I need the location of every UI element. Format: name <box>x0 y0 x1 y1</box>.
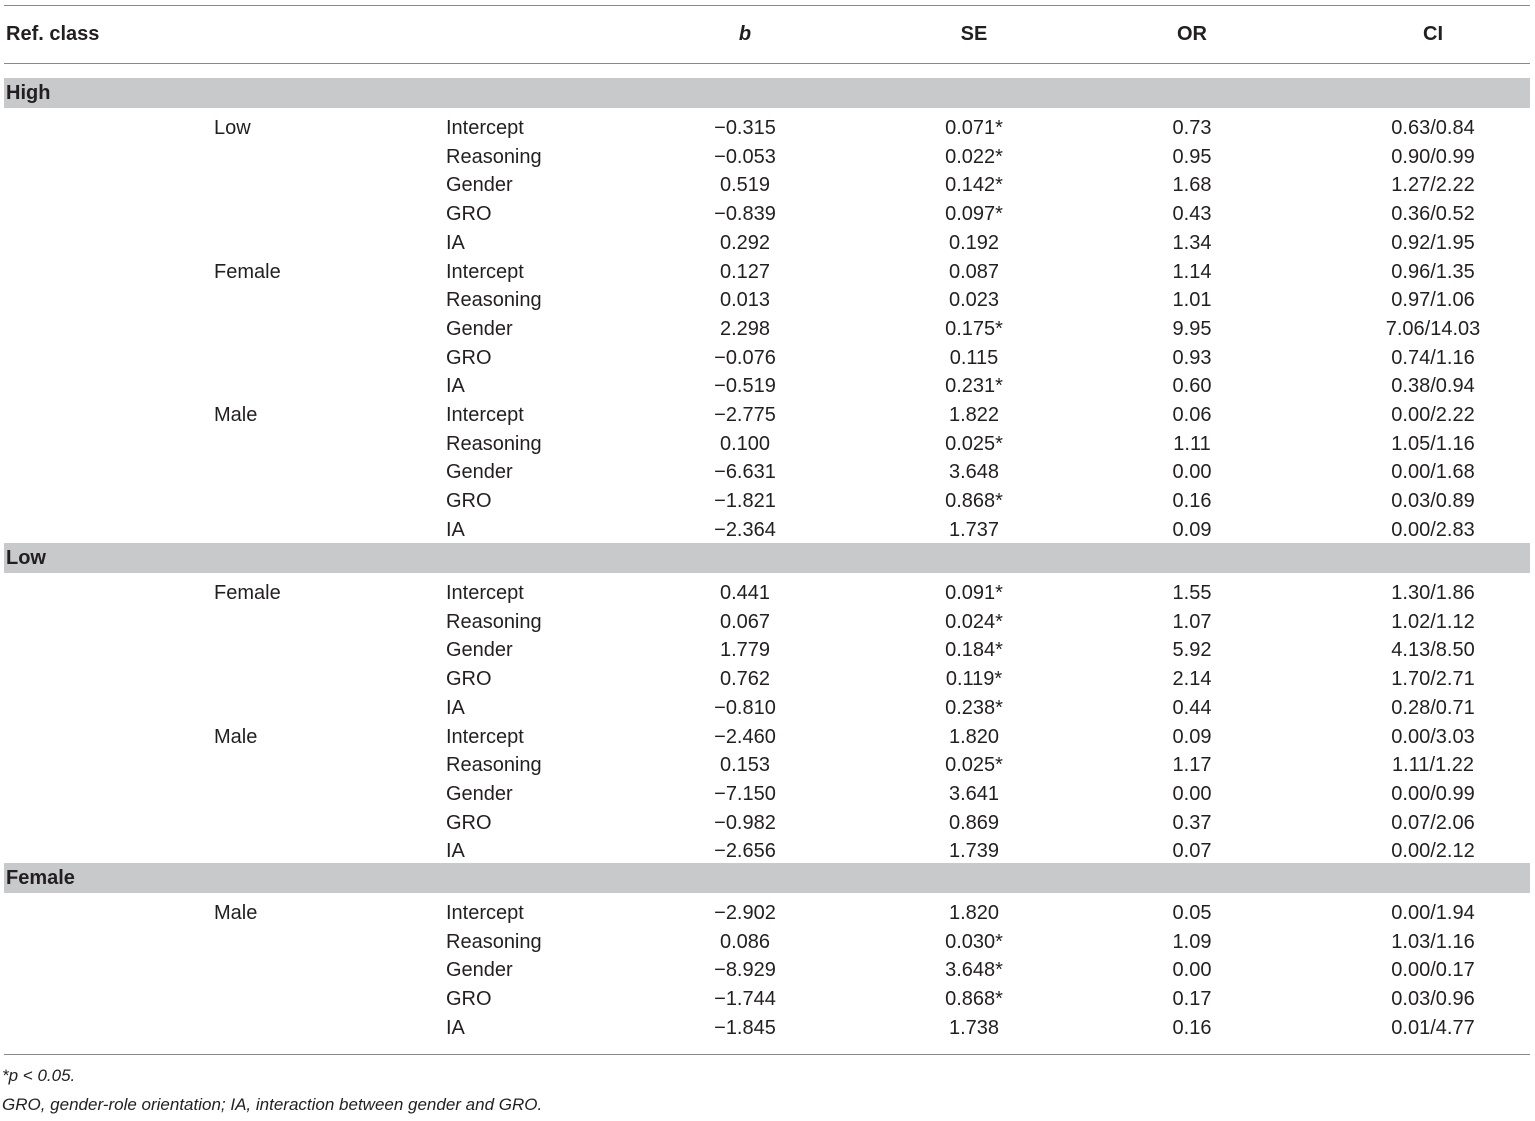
table-row <box>4 809 1530 838</box>
class-cell: Low <box>214 117 251 139</box>
or-cell: 0.00 <box>1172 959 1212 982</box>
se-cell: 0.091* <box>945 582 1003 604</box>
or-cell: 0.43 <box>1172 203 1212 226</box>
class-cell: Female <box>214 582 281 604</box>
or-cell: 0.06 <box>1172 404 1212 426</box>
table-row <box>4 579 1530 608</box>
class-cell: Female <box>214 260 281 283</box>
ci-cell: 0.00/0.17 <box>1391 959 1475 982</box>
table-row <box>4 723 1530 752</box>
b-cell: −0.810 <box>714 696 776 719</box>
se-cell: 0.175* <box>945 317 1003 340</box>
se-cell: 0.025* <box>945 754 1003 777</box>
b-cell: −0.982 <box>714 811 776 834</box>
ci-cell: 1.03/1.16 <box>1391 930 1475 953</box>
variable-cell: GRO <box>446 490 492 513</box>
table-row <box>4 200 1530 229</box>
table-row <box>4 608 1530 637</box>
ci-cell: 0.07/2.06 <box>1391 811 1475 834</box>
or-cell: 0.05 <box>1172 902 1212 924</box>
variable-cell: Gender <box>446 639 513 662</box>
section-label: Female <box>6 867 75 889</box>
se-cell: 0.087 <box>948 260 1000 283</box>
se-cell: 0.119* <box>945 668 1003 691</box>
se-cell: 0.022* <box>945 145 1003 168</box>
table-row <box>4 372 1530 401</box>
ci-cell: 0.03/0.96 <box>1391 988 1475 1011</box>
table-row <box>4 258 1530 287</box>
variable-cell: Reasoning <box>446 930 542 953</box>
b-cell: 0.292 <box>719 231 771 254</box>
b-cell: −2.656 <box>714 840 776 863</box>
ci-cell: 0.00/2.12 <box>1391 840 1475 863</box>
variable-cell: Intercept <box>446 260 524 283</box>
header-rule <box>4 63 1530 64</box>
variable-cell: Gender <box>446 174 513 197</box>
or-cell: 9.95 <box>1172 317 1212 340</box>
ci-cell: 1.70/2.71 <box>1391 668 1475 691</box>
table-row <box>4 956 1530 985</box>
se-cell: 1.820 <box>948 902 1000 924</box>
header-ref-class: Ref. class <box>6 23 100 45</box>
b-cell: 0.013 <box>719 289 771 312</box>
se-cell: 3.648* <box>945 959 1003 982</box>
table-row <box>4 315 1530 344</box>
or-cell: 2.14 <box>1172 668 1212 691</box>
table-row <box>4 694 1530 723</box>
header-ci: CI <box>1423 23 1443 45</box>
variable-cell: IA <box>446 1016 465 1039</box>
or-cell: 0.44 <box>1172 696 1212 719</box>
se-cell: 0.868* <box>945 490 1003 513</box>
ci-cell: 0.97/1.06 <box>1391 289 1475 312</box>
b-cell: −7.150 <box>714 782 776 805</box>
variable-cell: Intercept <box>446 404 524 426</box>
variable-cell: Gender <box>446 959 513 982</box>
b-cell: −8.929 <box>714 959 776 982</box>
b-cell: 2.298 <box>719 317 771 340</box>
table-row <box>4 665 1530 694</box>
se-cell: 0.071* <box>945 117 1003 139</box>
variable-cell: IA <box>446 840 465 863</box>
or-cell: 0.16 <box>1172 490 1212 513</box>
or-cell: 0.60 <box>1172 375 1212 398</box>
se-cell: 1.739 <box>948 840 1000 863</box>
or-cell: 0.37 <box>1172 811 1212 834</box>
b-cell: −1.744 <box>714 988 776 1011</box>
b-cell: −0.315 <box>714 117 776 139</box>
se-cell: 1.820 <box>948 725 1000 748</box>
or-cell: 0.93 <box>1172 346 1212 369</box>
footnote-abbreviations: GRO, gender-role orientation; IA, interaction between gender and GRO. <box>2 1095 543 1114</box>
or-cell: 1.09 <box>1172 930 1212 953</box>
table-row <box>4 928 1530 957</box>
header-se: SE <box>960 23 988 45</box>
table-row <box>4 516 1530 545</box>
ci-cell: 0.92/1.95 <box>1391 231 1475 254</box>
ci-cell: 0.90/0.99 <box>1391 145 1475 168</box>
table-row <box>4 401 1530 430</box>
section-header <box>4 543 1530 573</box>
or-cell: 0.73 <box>1172 117 1212 139</box>
ci-cell: 1.30/1.86 <box>1391 582 1475 604</box>
b-cell: 0.153 <box>719 754 771 777</box>
se-cell: 0.231* <box>945 375 1003 398</box>
or-cell: 0.07 <box>1172 840 1212 863</box>
b-cell: −0.519 <box>714 375 776 398</box>
se-cell: 0.023 <box>948 289 1000 312</box>
ci-cell: 0.38/0.94 <box>1391 375 1475 398</box>
or-cell: 1.14 <box>1172 260 1212 283</box>
se-cell: 3.648 <box>948 461 1000 484</box>
b-cell: −6.631 <box>714 461 776 484</box>
ci-cell: 1.05/1.16 <box>1391 432 1475 455</box>
variable-cell: IA <box>446 231 465 254</box>
ci-cell: 0.00/1.68 <box>1391 461 1475 484</box>
b-cell: 0.519 <box>719 174 771 197</box>
se-cell: 0.192 <box>948 231 1000 254</box>
ci-cell: 0.00/2.22 <box>1391 404 1475 426</box>
b-cell: −0.839 <box>714 203 776 226</box>
or-cell: 0.95 <box>1172 145 1212 168</box>
se-cell: 0.115 <box>949 346 999 369</box>
ci-cell: 0.96/1.35 <box>1391 260 1475 283</box>
variable-cell: GRO <box>446 668 492 691</box>
b-cell: −2.775 <box>714 404 776 426</box>
variable-cell: Reasoning <box>446 754 542 777</box>
or-cell: 0.00 <box>1172 782 1212 805</box>
ci-cell: 1.11/1.22 <box>1392 754 1474 777</box>
b-cell: 1.779 <box>719 639 771 662</box>
table-row <box>4 899 1530 928</box>
ci-cell: 0.74/1.16 <box>1391 346 1475 369</box>
or-cell: 0.09 <box>1172 725 1212 748</box>
table-row <box>4 487 1530 516</box>
se-cell: 1.738 <box>948 1016 1000 1039</box>
table-row <box>4 751 1530 780</box>
table-row <box>4 114 1530 143</box>
ci-cell: 0.63/0.84 <box>1391 117 1475 139</box>
or-cell: 1.07 <box>1172 610 1212 633</box>
b-cell: −2.902 <box>714 902 776 924</box>
table-row <box>4 430 1530 459</box>
se-cell: 1.822 <box>948 404 1000 426</box>
b-cell: 0.127 <box>719 260 771 283</box>
variable-cell: Intercept <box>446 725 524 748</box>
variable-cell: GRO <box>446 346 492 369</box>
variable-cell: Reasoning <box>446 145 542 168</box>
section-label: High <box>6 82 51 104</box>
table-row <box>4 636 1530 665</box>
footnote-significance: *p < 0.05. <box>2 1066 76 1085</box>
section-header <box>4 863 1530 893</box>
b-cell: −0.076 <box>714 346 776 369</box>
variable-cell: Reasoning <box>446 432 542 455</box>
ci-cell: 0.00/2.83 <box>1391 518 1475 541</box>
variable-cell: Gender <box>446 317 513 340</box>
se-cell: 0.030* <box>945 930 1003 953</box>
variable-cell: IA <box>446 696 465 719</box>
table-row <box>4 837 1530 866</box>
b-cell: −0.053 <box>714 145 776 168</box>
ci-cell: 7.06/14.03 <box>1385 317 1481 340</box>
se-cell: 3.641 <box>948 782 1000 805</box>
ci-cell: 0.28/0.71 <box>1391 696 1475 719</box>
b-cell: −2.364 <box>714 518 776 541</box>
or-cell: 0.09 <box>1172 518 1212 541</box>
variable-cell: GRO <box>446 811 492 834</box>
section-header <box>4 78 1530 108</box>
b-cell: 0.100 <box>719 432 771 455</box>
se-cell: 0.097* <box>945 203 1003 226</box>
se-cell: 0.142* <box>945 174 1003 197</box>
or-cell: 0.16 <box>1172 1016 1212 1039</box>
ci-cell: 0.00/0.99 <box>1391 782 1475 805</box>
ci-cell: 0.03/0.89 <box>1391 490 1475 513</box>
variable-cell: Gender <box>446 782 513 805</box>
or-cell: 1.34 <box>1172 231 1212 254</box>
table-row <box>4 171 1530 200</box>
ci-cell: 0.00/1.94 <box>1391 902 1475 924</box>
ci-cell: 0.36/0.52 <box>1391 203 1475 226</box>
table-header <box>4 20 1530 49</box>
or-cell: 5.92 <box>1172 639 1212 662</box>
b-cell: −1.845 <box>714 1016 776 1039</box>
b-cell: 0.086 <box>719 930 771 953</box>
variable-cell: GRO <box>446 988 492 1011</box>
se-cell: 0.868* <box>945 988 1003 1011</box>
class-cell: Male <box>214 404 258 426</box>
class-cell: Male <box>214 902 258 924</box>
table-row <box>4 286 1530 315</box>
variable-cell: Intercept <box>446 582 524 604</box>
se-cell: 0.238* <box>945 696 1003 719</box>
ci-cell: 4.13/8.50 <box>1391 639 1475 662</box>
b-cell: −1.821 <box>714 490 776 513</box>
ci-cell: 0.01/4.77 <box>1391 1016 1475 1039</box>
top-rule <box>4 5 1530 6</box>
table-row <box>4 143 1530 172</box>
or-cell: 0.00 <box>1172 461 1212 484</box>
b-cell: 0.762 <box>719 668 771 691</box>
se-cell: 0.869 <box>948 811 1000 834</box>
header-b: b <box>738 23 752 45</box>
table-row <box>4 229 1530 258</box>
table-row <box>4 458 1530 487</box>
or-cell: 1.01 <box>1172 289 1212 312</box>
se-cell: 0.025* <box>945 432 1003 455</box>
variable-cell: Gender <box>446 461 513 484</box>
variable-cell: Intercept <box>446 117 524 139</box>
variable-cell: IA <box>446 518 465 541</box>
se-cell: 0.184* <box>945 639 1003 662</box>
variable-cell: GRO <box>446 203 492 226</box>
variable-cell: Reasoning <box>446 289 542 312</box>
b-cell: −2.460 <box>714 725 776 748</box>
or-cell: 1.11 <box>1173 432 1211 455</box>
se-cell: 1.737 <box>948 518 1000 541</box>
table-row <box>4 1014 1530 1043</box>
variable-cell: Reasoning <box>446 610 542 633</box>
variable-cell: Intercept <box>446 902 524 924</box>
ci-cell: 1.27/2.22 <box>1391 174 1475 197</box>
variable-cell: IA <box>446 375 465 398</box>
se-cell: 0.024* <box>945 610 1003 633</box>
table-row <box>4 985 1530 1014</box>
b-cell: 0.441 <box>719 582 771 604</box>
header-or: OR <box>1177 23 1207 45</box>
ci-cell: 1.02/1.12 <box>1391 610 1475 633</box>
or-cell: 1.17 <box>1172 754 1212 777</box>
class-cell: Male <box>214 725 258 748</box>
ci-cell: 0.00/3.03 <box>1391 725 1475 748</box>
section-label: Low <box>6 547 46 569</box>
b-cell: 0.067 <box>719 610 771 633</box>
or-cell: 0.17 <box>1172 988 1212 1011</box>
or-cell: 1.68 <box>1172 174 1212 197</box>
bottom-rule <box>4 1054 1530 1055</box>
table-row <box>4 780 1530 809</box>
table-row <box>4 344 1530 373</box>
or-cell: 1.55 <box>1172 582 1212 604</box>
